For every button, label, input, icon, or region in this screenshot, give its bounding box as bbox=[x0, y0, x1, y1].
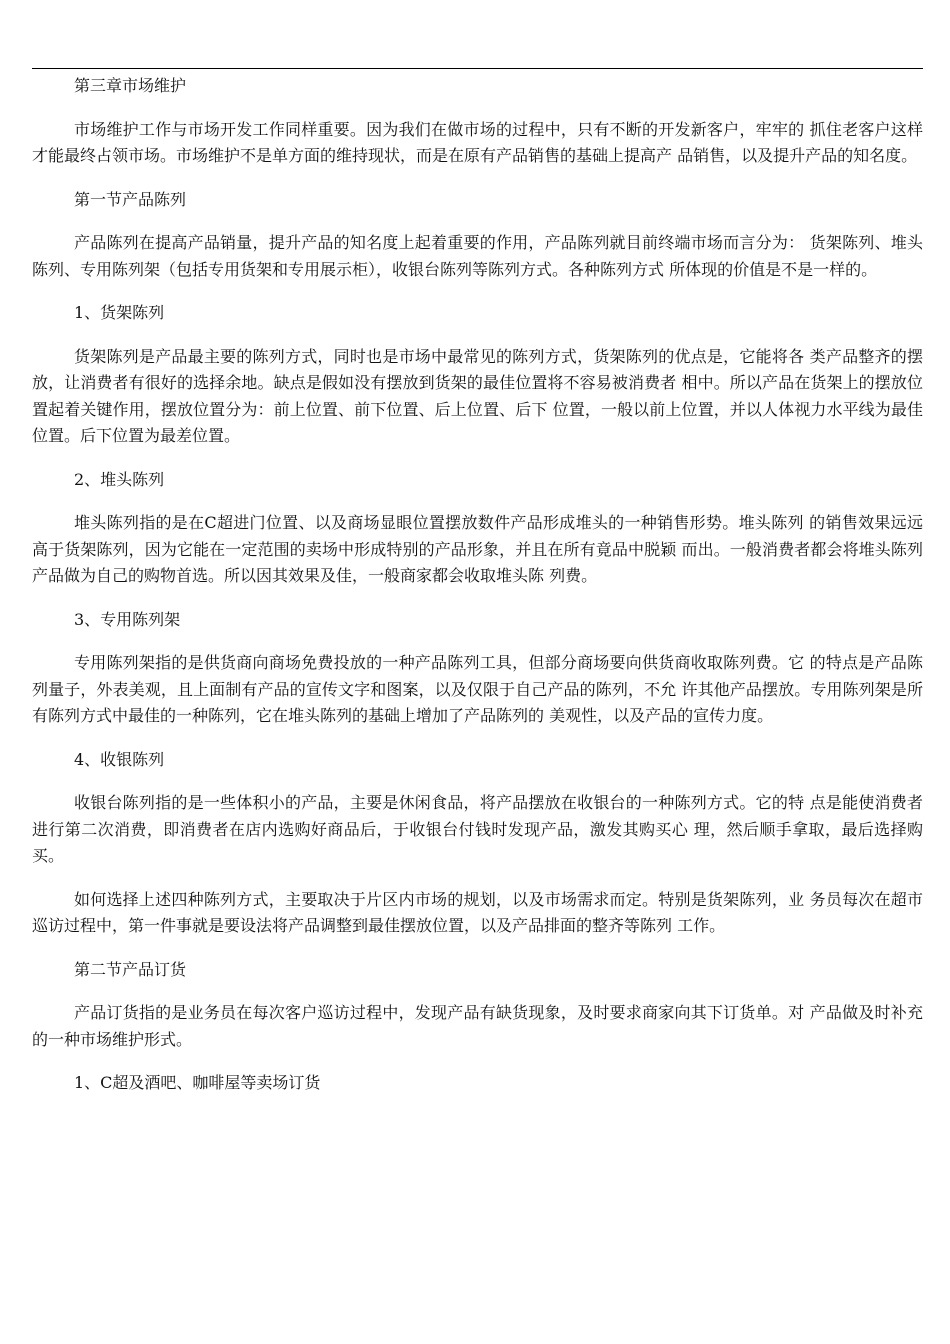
item-text-stack: 堆头陈列指的是在C超进门位置、以及商场显眼位置摆放数件产品形成堆头的一种销售形势。堆头陈列 的销售效果远远高于货架陈列，因为它能在一定范围的卖场中形成特别的产品形象，并且在所有竟品中脱颖 而出。一般消费者都会将堆头陈列产品做为自己的购物首选。所以因其效果及佳，一般商家都会收取堆头陈 列费。 bbox=[32, 513, 923, 585]
intro-paragraph: 市场维护工作与市场开发工作同样重要。因为我们在做市场的过程中，只有不断的开发新客户，牢牢的 抓住老客户这样才能最终占领市场。市场维护不是单方面的维持现状，而是在原有产品销售的基础上提高产 品销售，以及提升产品的知名度。 bbox=[32, 119, 923, 165]
item-text-checkout: 收银台陈列指的是一些体积小的产品，主要是休闲食品，将产品摆放在收银台的一种陈列方式。它的特 点是能使消费者进行第二次消费，即消费者在店内选购好商品后，于收银台付钱时发现产品，激发其购买心 理，然后顺手拿取，最后选择购买。 bbox=[32, 793, 923, 865]
item-title-shelf: 1、货架陈列 bbox=[74, 303, 165, 322]
section-intro-display: 产品陈列在提高产品销量，提升产品的知名度上起着重要的作用，产品陈列就目前终端市场而言分为： 货架陈列、堆头陈列、专用陈列架（包括专用货架和专用展示柜），收银台陈列等陈列方式。各种陈列方式 所体现的价值是不是一样的。 bbox=[32, 233, 923, 279]
section-title-ordering: 第二节产品订货 bbox=[74, 959, 187, 979]
section-title-display: 第一节产品陈列 bbox=[74, 189, 187, 209]
subitem-title-venue-ordering: 1、C超及酒吧、咖啡屋等卖场订货 bbox=[74, 1073, 321, 1092]
header-rule bbox=[32, 68, 923, 69]
item-title-rack: 3、专用陈列架 bbox=[74, 609, 181, 629]
item-text-rack: 专用陈列架指的是供货商向商场免费投放的一种产品陈列工具，但部分商场要向供货商收取陈列费。它 的特点是产品陈列量子，外表美观，且上面制有产品的宣传文字和图案，以及仅限于自己产品的陈列，不允 许其他产品摆放。专用陈列架是所有陈列方式中最佳的一种陈列，它在堆头陈列的基础上增加了产品陈列的 美观性，以及产品的宣传力度。 bbox=[32, 653, 923, 725]
document-body bbox=[32, 73, 923, 1114]
section-intro-ordering: 产品订货指的是业务员在每次客户巡访过程中，发现产品有缺货现象，及时要求商家向其下订货单。对 产品做及时补充的一种市场维护形式。 bbox=[32, 1003, 923, 1049]
item-title-checkout: 4、收银陈列 bbox=[74, 749, 165, 769]
summary-paragraph: 如何选择上述四种陈列方式，主要取决于片区内市场的规划，以及市场需求而定。特别是货架陈列，业 务员每次在超市巡访过程中，第一件事就是要设法将产品调整到最佳摆放位置，以及产品排面的整齐等陈列 工作。 bbox=[32, 889, 923, 935]
chapter-title: 第三章市场维护 bbox=[74, 76, 187, 95]
item-title-stack: 2、堆头陈列 bbox=[74, 469, 165, 489]
item-text-shelf: 货架陈列是产品最主要的陈列方式，同时也是市场中最常见的陈列方式，货架陈列的优点是，它能将各 类产品整齐的摆放，让消费者有很好的选择余地。缺点是假如没有摆放到货架的最佳位置将不容易被消费者 相中。所以产品在货架上的摆放位置起着关键作用，摆放位置分为：前上位置、前下位置、后上位置、后下 位置，一般以前上位置，并以人体视力水平线为最佳位置。后下位置为最差位置。 bbox=[32, 346, 923, 445]
